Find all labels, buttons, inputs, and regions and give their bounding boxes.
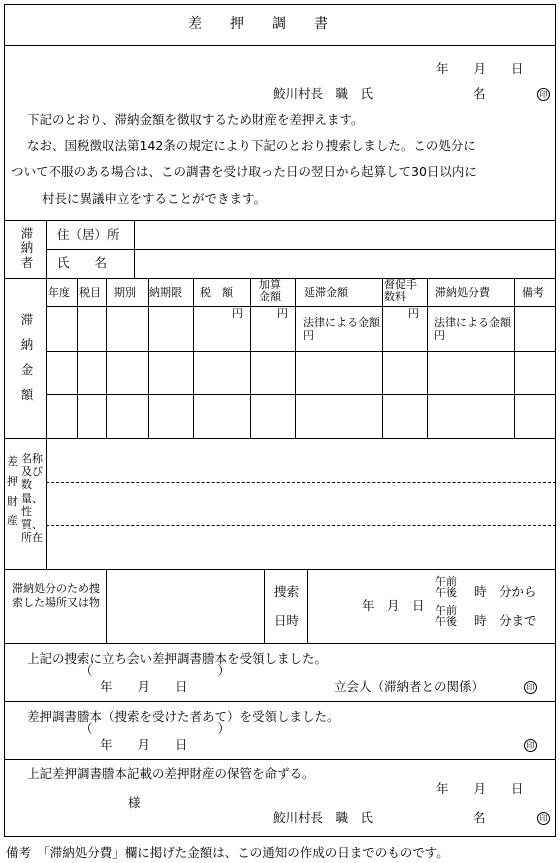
name-label: 氏 名 (57, 255, 108, 270)
footnote: 備考 「滞納処分費」欄に掲げた金額は、この通知の作成の日までのものです。 (6, 845, 449, 860)
receipt-date: 年 月 日 (100, 737, 188, 752)
search-to-ampm: 午前 午後 (435, 604, 457, 628)
custody-issuer: 鮫川村長 職 氏 名 (273, 810, 486, 825)
receipt-paren: （ ） (80, 721, 231, 736)
yen-tax: 円 (232, 307, 243, 320)
witness-role: 立会人（滞納者との関係） (334, 679, 485, 694)
custody-date: 年 月 日 (436, 781, 524, 796)
header-para2b: ついて不服のある場合は、この調書を受け取った日の翌日から起算して30日以内に (11, 164, 477, 179)
seal-icon: 印 (537, 812, 550, 825)
search-datetime-label2: 日時 (274, 613, 300, 628)
yen-reminder: 円 (408, 307, 419, 320)
witness-date: 年 月 日 (100, 679, 188, 694)
header-para1: 下記のとおり、滞納金額を徴収するため財産を差押えます。 (27, 112, 364, 127)
col-due-date: 納期限 (149, 286, 182, 299)
search-from-time: 時 分から (474, 584, 537, 599)
seized-side-label: 名称及び数量、性質、所在 (21, 452, 43, 545)
header-para2c: 村長に異議申立をすることができます。 (42, 191, 267, 206)
col-period: 期別 (114, 286, 136, 299)
search-date: 年 月 日 (362, 598, 425, 613)
receipt-text: 差押調書謄本（捜索を受けた者あて）を受領しました。 (27, 709, 340, 724)
seal-icon: 印 (524, 681, 537, 694)
search-datetime-label1: 捜索 (274, 584, 300, 599)
seal-icon: 印 (524, 739, 537, 752)
header-date: 年 月 日 (436, 61, 524, 76)
witness-text: 上記の捜索に立ち会い差押調書謄本を受領しました。 (27, 651, 328, 666)
search-to-time: 時 分まで (474, 613, 537, 628)
col-reminder-fee: 督促手数料 (384, 278, 417, 304)
col-tax-item: 税目 (79, 286, 101, 299)
header-issuer: 鮫川村長 職 氏 名 (273, 86, 486, 101)
arrears-label: 滞納金額 (20, 312, 34, 402)
custody-sama: 様 (128, 795, 141, 810)
yen-additional: 円 (277, 307, 288, 320)
taxpayer-label: 滞納者 (20, 226, 34, 270)
col-tax-amount: 税 額 (200, 286, 233, 299)
search-from-ampm: 午前 午後 (435, 575, 457, 599)
search-place-label: 滞納処分のため捜索した場所又は物 (12, 582, 100, 610)
col-delinquency: 延滞金額 (304, 286, 348, 299)
witness-paren: （ ） (80, 663, 231, 678)
seized-label: 差押財産 (7, 455, 18, 528)
col-year: 年度 (48, 286, 70, 299)
legal-amount-delinquency: 法律による金額 円 (303, 316, 402, 343)
form-title: 差 押 調 書 (188, 16, 328, 32)
col-disposition-fee: 滞納処分費 (435, 286, 490, 299)
col-remarks: 備考 (522, 286, 544, 299)
seal-icon: 印 (537, 88, 550, 101)
custody-text: 上記差押調書謄本記載の差押財産の保管を命ずる。 (27, 766, 315, 781)
address-label: 住（居）所 (57, 227, 120, 242)
legal-amount-disposition: 法律による金額 円 (434, 316, 533, 343)
header-para2a: なお、国税徴収法第142条の規定により下記のとおり捜索しました。この処分に (27, 138, 476, 153)
col-additional: 加算金額 (259, 278, 281, 304)
